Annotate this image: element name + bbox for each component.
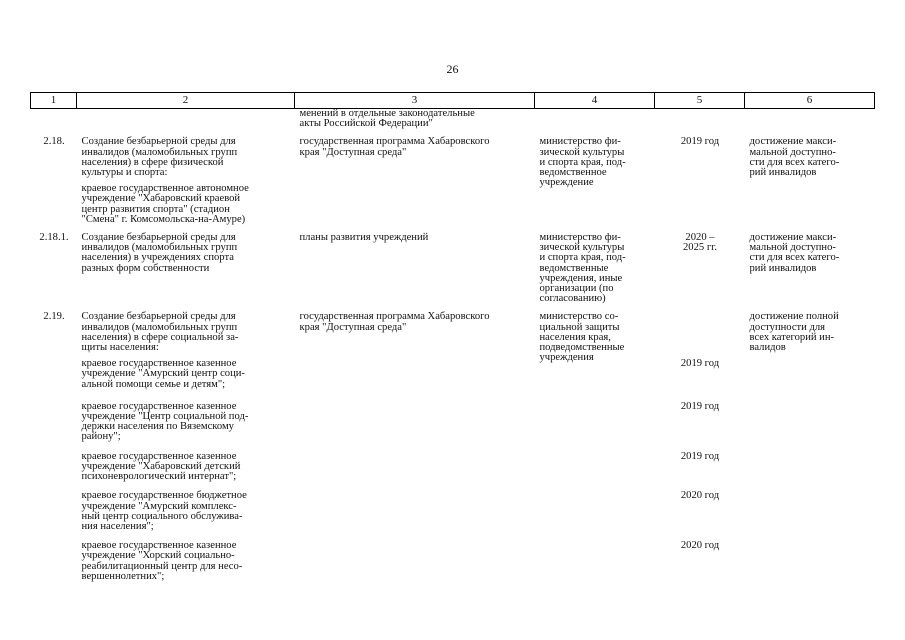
col-header-2: 2 (77, 93, 295, 109)
year-cell: 2019 год (680, 450, 720, 462)
table-header-row (31, 93, 875, 109)
table-row (31, 443, 875, 483)
row-number: 2.18.1. (39, 232, 69, 244)
table-row (31, 312, 875, 353)
measure-description: Создание безбарьерной среды для инвалидов (маломобильных групп населения) в учреждениях спорта разных форм собственности (81, 232, 238, 274)
result-cell: достижение макси- мальной доступно- сти для всех катего- рий инвалидов (749, 232, 840, 274)
measure-description: Создание безбарьерной среды для инвалидов (маломобильных групп населения) в сфере социальной за- щиты населения: (81, 311, 239, 354)
col-header-1: 1 (31, 93, 77, 109)
institution-description: краевое государственное автономное учреждение "Хабаровский краевой центр развития спорта" (стадион "Смена" г. Комсомольска-на-Амуре) (81, 183, 249, 225)
year-cell: 2019 год (680, 400, 720, 412)
table-row (31, 532, 875, 582)
institution-description: краевое государственное казенное учреждение "Хорский социально- реабилитационный центр для несо- вершеннолетних"; (81, 540, 243, 582)
institution-description: краевое государственное казенное учреждение "Центр социальной под- держки населения по Вяземскому району"; (81, 400, 249, 443)
executor-cell: министерство со- циальной защиты населения края, подведомственные учреждения (539, 311, 625, 364)
col-header-5: 5 (655, 93, 745, 109)
executor-cell: министерство фи- зической культуры и спорта края, под- ведомственное учреждение (539, 136, 626, 189)
table-row (31, 390, 875, 443)
program-cell: планы развития учреждений (299, 232, 429, 244)
institution-description: краевое государственное бюджетное учреждение "Амурский комплекс- ный центр социального обслужива- ния населения"; (81, 490, 247, 532)
row-number: 2.19. (43, 311, 65, 323)
table-row (31, 137, 875, 225)
col-header-4: 4 (535, 93, 655, 109)
year-cell: 2019 год (680, 358, 720, 370)
program-cell: государственная программа Хабаровского края "Доступная среда" (299, 311, 490, 333)
col-header-3: 3 (295, 93, 535, 109)
year-cell: 2020 год (680, 540, 720, 552)
measure-description: Создание безбарьерной среды для инвалидов (маломобильных групп населения) в сфере физической культуры и спорта: (81, 136, 238, 179)
table-row (31, 233, 875, 304)
result-cell: достижение полной доступности для всех категорий ин- валидов (749, 311, 839, 354)
col-header-6: 6 (745, 93, 875, 109)
row-number: 2.18. (43, 136, 65, 148)
institution-description: краевое государственное казенное учреждение "Амурский центр соци- альной помощи семье и детям"; (81, 358, 245, 390)
program-cell: менений в отдельные законодательные акты Российской Федерации" (299, 108, 475, 130)
executor-cell: министерство фи- зической культуры и спорта края, под- ведомственные учреждения, иные организации (по согласованию) (539, 232, 626, 305)
table-row (31, 109, 875, 130)
year-cell: 2020 год (680, 490, 720, 502)
year-cell: 2020 – 2025 гг. (683, 232, 717, 254)
program-cell: государственная программа Хабаровского края "Доступная среда" (299, 136, 490, 158)
table-row (31, 482, 875, 532)
institution-description: краевое государственное казенное учреждение "Хабаровский детский психоневрологический интернат"; (81, 450, 241, 483)
year-cell: 2019 год (680, 136, 720, 148)
page-number: 26 (446, 62, 459, 76)
result-cell: достижение макси- мальной доступно- сти для всех катего- рий инвалидов (749, 136, 840, 179)
measures-table (30, 92, 875, 582)
